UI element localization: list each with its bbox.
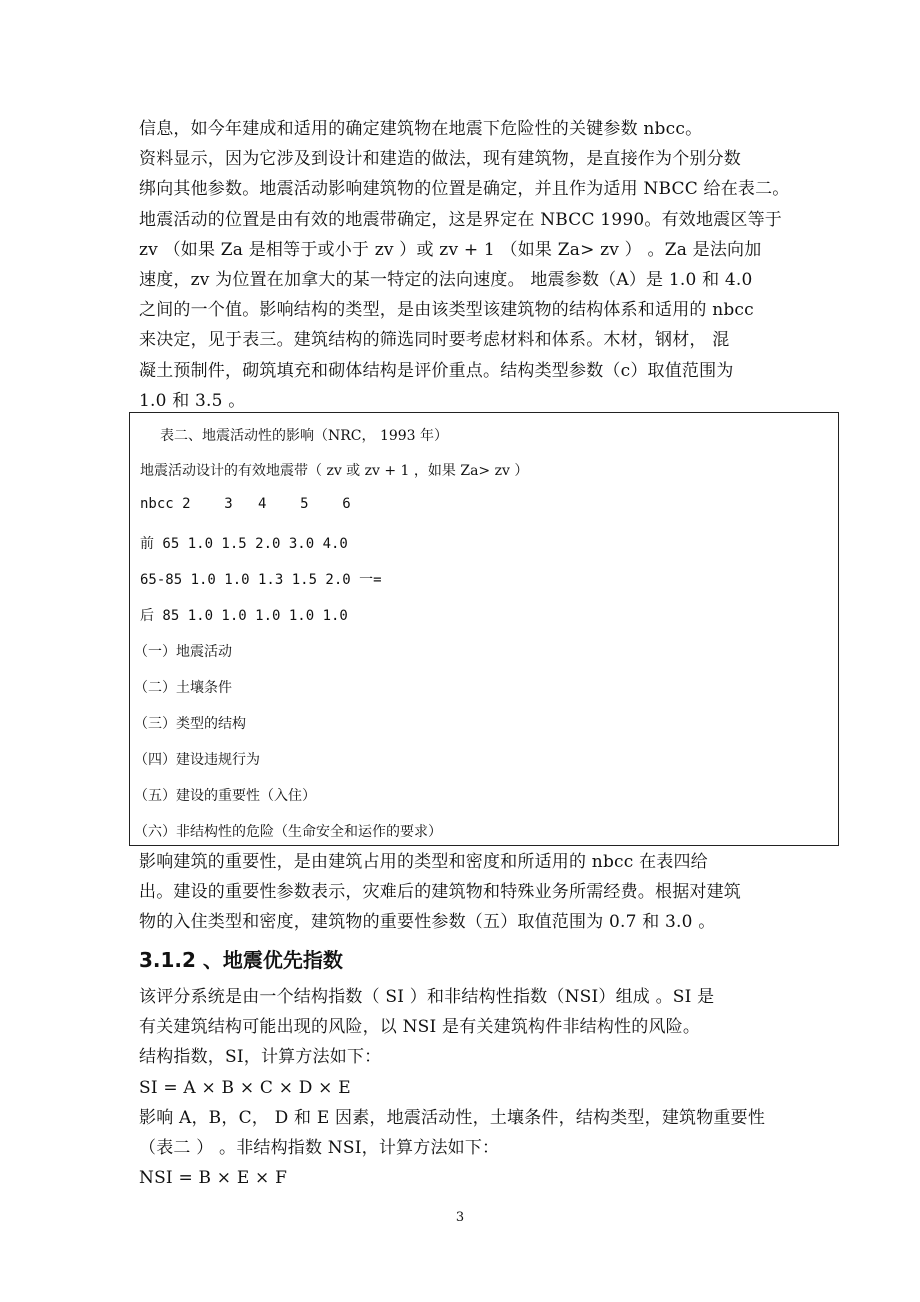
text-line: 资料显示，因为它涉及到设计和建造的做法，现有建筑物，是直接作为个别分数: [139, 149, 741, 170]
section-heading: 3.1.2 、地震优先指数: [139, 948, 343, 972]
top-paragraph: [139, 114, 789, 416]
table-row: 前 65 1.0 1.5 2.0 3.0 4.0: [140, 536, 348, 552]
text-line: 结构指数，SI，计算方法如下：: [139, 1047, 382, 1068]
middle-paragraph: [139, 847, 789, 938]
text-line: 来决定，见于表三。建筑结构的筛选同时要考虑材料和体系。木材，钢材， 混: [139, 330, 730, 351]
text-line: 地震活动的位置是由有效的地震带确定，这是界定在 NBCC 1990。有效地震区等于: [139, 209, 782, 230]
factor-item: （四）建设违规行为: [134, 752, 260, 768]
table-row: 65-85 1.0 1.0 1.3 1.5 2.0 一=: [140, 572, 382, 588]
table-row: 后 85 1.0 1.0 1.0 1.0 1.0: [140, 608, 348, 624]
table-header-row: nbcc 2 3 4 5 6: [140, 496, 351, 512]
text-line: 影响 A，B，C， D 和 E 因素，地震活动性，土壤条件，结构类型，建筑物重要性: [139, 1107, 766, 1128]
text-line: （表二 ） 。非结构指数 NSI，计算方法如下：: [139, 1137, 500, 1158]
table-subtitle: 地震活动设计的有效地震带（ zv 或 zv + 1 ，如果 Za> zv ）: [140, 463, 529, 479]
text-line: 有关建筑结构可能出现的风险，以 NSI 是有关建筑构件非结构性的风险。: [139, 1017, 701, 1038]
text-line: 凝土预制件，砌筑填充和砌体结构是评价重点。结构类型参数（c）取值范围为: [139, 360, 734, 381]
factor-item: （五）建设的重要性（入住）: [134, 788, 316, 804]
formula-si: SI = A × B × C × D × E: [139, 1077, 351, 1098]
page-number: 3: [455, 1210, 465, 1225]
text-line: 影响建筑的重要性，是由建筑占用的类型和密度和所适用的 nbcc 在表四给: [139, 852, 708, 872]
factor-item: （六）非结构性的危险（生命安全和运作的要求）: [134, 824, 442, 840]
formula-nsi: NSI = B × E × F: [139, 1168, 288, 1189]
bottom-paragraph: [139, 982, 789, 1193]
text-line: 信息，如今年建成和适用的确定建筑物在地震下危险性的关键参数 nbcc。: [139, 119, 703, 139]
text-line: 物的入住类型和密度，建筑物的重要性参数（五）取值范围为 0.7 和 3.0 。: [139, 912, 716, 933]
factor-item: （二）土壤条件: [134, 680, 232, 696]
text-line: 之间的一个值。影响结构的类型，是由该类型该建筑物的结构体系和适用的 nbcc: [139, 300, 754, 321]
table-title: 表二、地震活动性的影响（NRC， 1993 年）: [160, 428, 449, 444]
text-line: 1.0 和 3.5 。: [139, 390, 246, 411]
text-line: 速度，zv 为位置在加拿大的某一特定的法向速度。 地震参数（A）是 1.0 和 4.0: [139, 269, 753, 290]
factor-item: （一）地震活动: [134, 644, 232, 660]
text-line: 该评分系统是由一个结构指数（ SI ）和非结构性指数（NSI）组成 。SI 是: [139, 987, 715, 1007]
text-line: 绑向其他参数。地震活动影响建筑物的位置是确定，并且作为适用 NBCC 给在表二。: [139, 179, 790, 200]
table-two-box: [129, 412, 839, 846]
factor-item: （三）类型的结构: [134, 716, 246, 732]
text-line: zv （如果 Za 是相等于或小于 zv ）或 zv + 1 （如果 Za> zv ） 。Za 是法向加: [139, 239, 762, 260]
text-line: 出。建设的重要性参数表示，灾难后的建筑物和特殊业务所需经费。根据对建筑: [139, 882, 741, 903]
